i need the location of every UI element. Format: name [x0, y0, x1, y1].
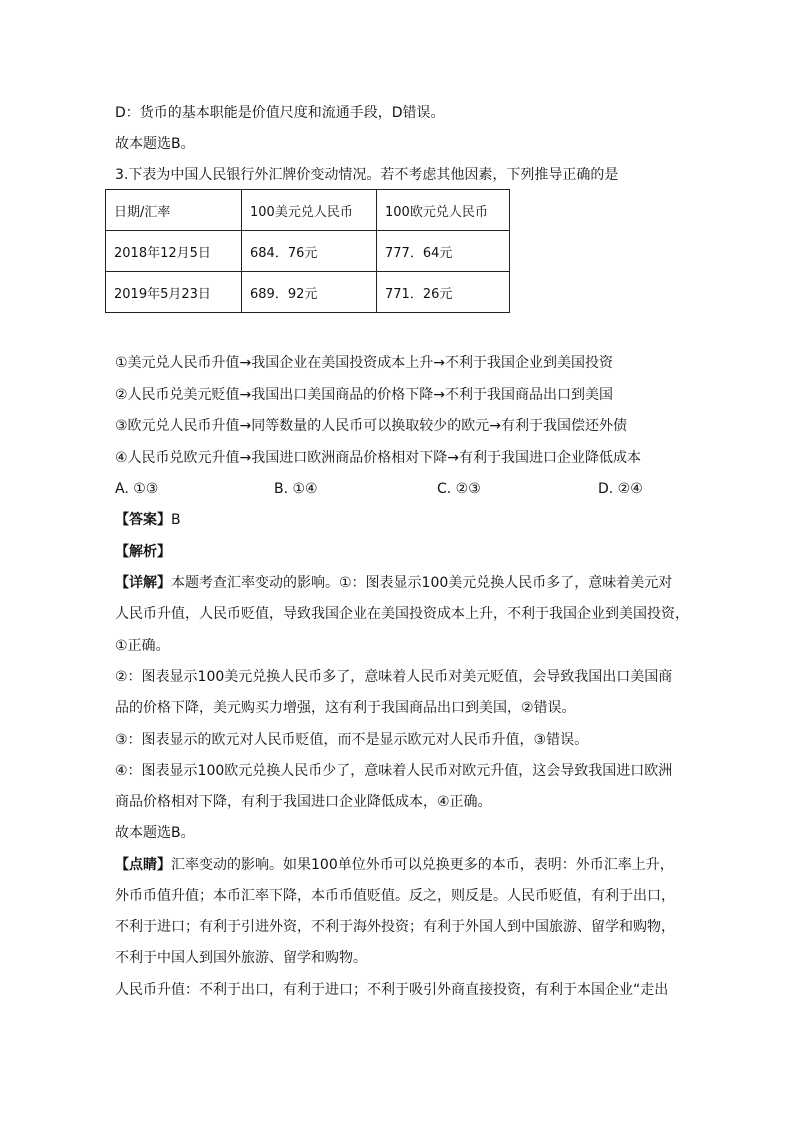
- table-cell-usd: 689．92元: [242, 272, 377, 313]
- statement-1: ①美元兑人民币升值→我国企业在美国投资成本上升→不利于我国企业到美国投资: [115, 355, 614, 371]
- table-header-cell: 100美元兑人民币: [242, 190, 377, 231]
- tip-line: 人民币升值：不利于出口，有利于进口；不利于吸引外商直接投资，有利于本国企业“走出: [115, 982, 669, 998]
- detail-label: 【详解】: [115, 575, 171, 591]
- tip-line: 不利于进口；有利于引进外资，不利于海外投资；有利于外国人到中国旅游、留学和购物，: [115, 919, 675, 935]
- detail-text: 本题考查汇率变动的影响。①：图表显示100美元兑换人民币多了，意味着美元对: [171, 575, 673, 591]
- statement-2: ②人民币兑美元贬值→我国出口美国商品的价格下降→不利于我国商品出口到美国: [115, 387, 614, 403]
- text-line-prev-answer: 故本题选B。: [115, 136, 195, 152]
- detail-line: ④：图表显示100欧元兑换人民币少了，意味着人民币对欧元升值，这会导致我国进口欧洲: [115, 763, 673, 779]
- table-cell-usd: 684．76元: [242, 231, 377, 272]
- table-cell-date: 2018年12月5日: [106, 231, 242, 272]
- table-row: [106, 272, 510, 313]
- option-b: B. ①④: [274, 481, 318, 497]
- detail-line: ②：图表显示100美元兑换人民币多了，意味着人民币对美元贬值，会导致我国出口美国商: [115, 669, 673, 685]
- detail-line: ①正确。: [115, 638, 170, 654]
- detail-line: 人民币升值，人民币贬值，导致我国企业在美国投资成本上升，不利于我国企业到美国投资，: [115, 606, 689, 622]
- statement-4: ④人民币兑欧元升值→我国进口欧洲商品价格相对下降→有利于我国进口企业降低成本: [115, 450, 642, 466]
- analysis-heading: 【解析】: [115, 544, 171, 560]
- table-cell-date: 2019年5月23日: [106, 272, 242, 313]
- answer-value: B: [171, 512, 181, 528]
- table-cell-eur: 771．26元: [377, 272, 510, 313]
- statement-3: ③欧元兑人民币升值→同等数量的人民币可以换取较少的欧元→有利于我国偿还外债: [115, 418, 628, 434]
- tip-line: 外币币值升值；本币汇率下降，本币币值贬值。反之，则反是。人民币贬值，有利于出口，: [115, 888, 675, 904]
- detail-line: 商品价格相对下降，有利于我国进口企业降低成本，④正确。: [115, 794, 492, 810]
- option-a: A. ①③: [115, 481, 159, 497]
- tip-line: 不利于中国人到国外旅游、留学和购物。: [115, 950, 367, 966]
- detail-line: [115, 573, 672, 593]
- exchange-rate-table: [105, 189, 510, 313]
- detail-line: 品的价格下降，美元购买力增强，这有利于我国商品出口到美国，②错误。: [115, 700, 576, 716]
- answer-line: [115, 510, 181, 530]
- answer-label: 【答案】: [115, 512, 171, 528]
- table-row: [106, 231, 510, 272]
- option-c: C. ②③: [437, 481, 481, 497]
- detail-conclusion: 故本题选B。: [115, 825, 195, 841]
- tip-label: 【点睛】: [115, 857, 171, 873]
- detail-line: ③：图表显示的欧元对人民币贬值，而不是显示欧元对人民币升值，③错误。: [115, 732, 589, 748]
- tip-text: 汇率变动的影响。如果100单位外币可以兑换更多的本币，表明：外币汇率上升，: [171, 857, 674, 873]
- table-header-row: [106, 190, 510, 231]
- question-3-stem: 3.下表为中国人民银行外汇牌价变动情况。若不考虑其他因素，下列推导正确的是: [115, 167, 619, 183]
- table-header-cell: 日期/汇率: [106, 190, 242, 231]
- text-line-option-d-note: D：货币的基本职能是价值尺度和流通手段，D错误。: [115, 105, 445, 121]
- table-cell-eur: 777．64元: [377, 231, 510, 272]
- option-d: D. ②④: [598, 481, 643, 497]
- table-header-cell: 100欧元兑人民币: [377, 190, 510, 231]
- tip-line: [115, 855, 674, 875]
